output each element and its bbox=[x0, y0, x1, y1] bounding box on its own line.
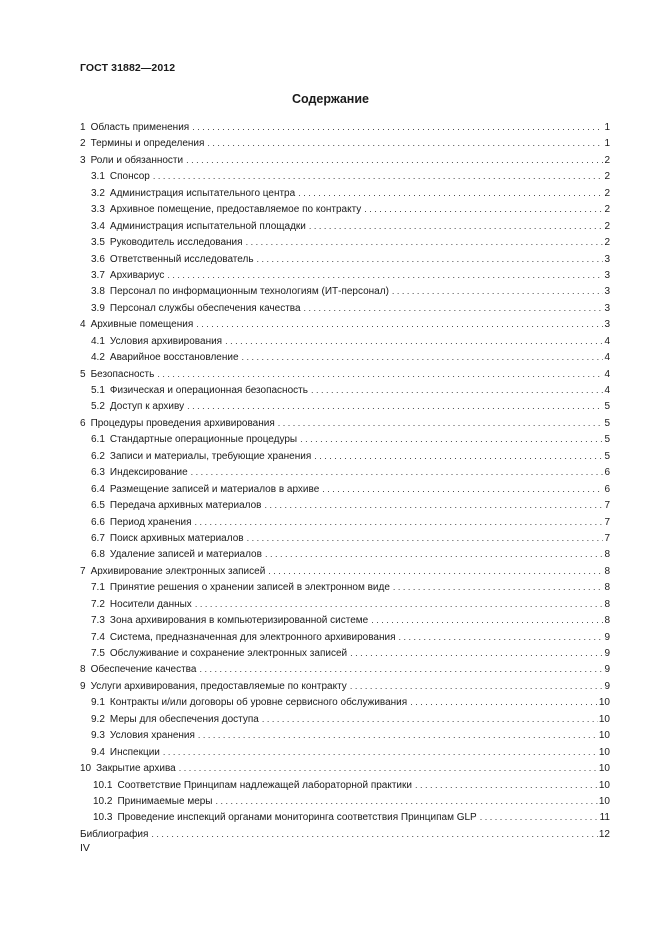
toc-entry-number: 3.4 bbox=[91, 220, 105, 232]
toc-entry-page: 5 bbox=[604, 417, 610, 429]
toc-entry-page: 4 bbox=[604, 368, 610, 380]
toc-entry-number: 9 bbox=[80, 680, 86, 692]
toc-entry[interactable] bbox=[80, 218, 610, 234]
dot-leader bbox=[415, 777, 598, 793]
toc-entry-number: 6.5 bbox=[91, 500, 105, 512]
toc-entry-title: Поиск архивных материалов bbox=[109, 532, 244, 544]
toc-entry[interactable] bbox=[80, 349, 610, 365]
toc-entry-title: Условия архивирования bbox=[109, 335, 223, 347]
toc-entry[interactable] bbox=[80, 612, 610, 628]
toc-entry-number: 6.7 bbox=[91, 532, 105, 544]
toc-entry-number: 3.8 bbox=[91, 286, 105, 298]
toc-entry-number: 9.1 bbox=[91, 697, 105, 709]
toc-entry-page: 1 bbox=[604, 138, 610, 150]
toc-entry-page: 8 bbox=[604, 549, 610, 561]
toc-entry-page: 3 bbox=[604, 302, 610, 314]
toc-entry-page: 9 bbox=[604, 664, 610, 676]
toc-entry[interactable] bbox=[80, 744, 610, 760]
dot-leader bbox=[247, 530, 604, 546]
dot-leader bbox=[262, 711, 598, 727]
toc-entry-number: 6.2 bbox=[91, 450, 105, 462]
toc-entry-number: 3.2 bbox=[91, 187, 105, 199]
toc-entry-title: Архивариус bbox=[109, 269, 165, 281]
dot-leader bbox=[350, 645, 603, 661]
toc-entry-page: 8 bbox=[604, 598, 610, 610]
toc-entry[interactable] bbox=[80, 826, 610, 842]
toc-entry-title: Термины и определения bbox=[90, 138, 205, 150]
dot-leader bbox=[350, 678, 604, 694]
toc-entry-title: Руководитель исследования bbox=[109, 237, 243, 249]
toc-entry-number: 3.3 bbox=[91, 204, 105, 216]
toc-entry[interactable] bbox=[80, 661, 610, 677]
toc-entry-title: Обслуживание и сохранение электронных записей bbox=[109, 648, 348, 659]
toc-entry[interactable] bbox=[80, 678, 610, 694]
toc-entry-page: 7 bbox=[604, 532, 610, 544]
toc-entry[interactable] bbox=[80, 251, 610, 267]
toc-entry[interactable] bbox=[80, 514, 610, 530]
toc-entry-title: Процедуры проведения архивирования bbox=[90, 417, 275, 429]
toc-entry-title: Передача архивных материалов bbox=[109, 500, 262, 512]
toc-entry-title: Администрация испытательной площадки bbox=[109, 220, 306, 232]
toc-entry-title: Удаление записей и материалов bbox=[109, 549, 262, 561]
table-of-contents bbox=[80, 119, 610, 842]
toc-entry-page: 10 bbox=[598, 730, 610, 742]
toc-entry-number: 7.1 bbox=[91, 582, 105, 594]
dot-leader bbox=[399, 629, 604, 645]
dot-leader bbox=[207, 135, 603, 151]
toc-entry[interactable] bbox=[80, 596, 610, 612]
dot-leader bbox=[196, 316, 603, 332]
toc-entry-page: 10 bbox=[598, 713, 610, 725]
toc-entry-page: 10 bbox=[598, 795, 610, 807]
toc-entry-title: Спонсор bbox=[109, 171, 150, 183]
toc-entry[interactable] bbox=[80, 267, 610, 283]
dot-leader bbox=[187, 398, 603, 414]
toc-entry-title: Инспекции bbox=[109, 746, 160, 758]
toc-entry-number: 5.1 bbox=[91, 385, 105, 396]
toc-entry-page: 1 bbox=[604, 122, 610, 133]
dot-leader bbox=[246, 234, 604, 250]
toc-entry-title: Принимаемые меры bbox=[117, 795, 213, 807]
toc-entry-page: 4 bbox=[604, 335, 610, 347]
toc-entry-page: 10 bbox=[598, 779, 610, 791]
page-title: Содержание bbox=[291, 92, 369, 106]
toc-entry-title: Библиография bbox=[80, 828, 149, 840]
dot-leader bbox=[216, 793, 598, 809]
toc-entry-page: 8 bbox=[604, 582, 610, 594]
toc-entry-number: 4.2 bbox=[91, 352, 105, 364]
dot-leader bbox=[364, 201, 603, 217]
toc-entry-page: 12 bbox=[598, 828, 610, 840]
toc-entry[interactable] bbox=[80, 793, 610, 809]
toc-entry-number: 10 bbox=[80, 763, 92, 775]
dot-leader bbox=[198, 727, 598, 743]
toc-entry-title: Персонал по информационным технологиям (ИТ-персонал) bbox=[109, 286, 389, 298]
toc-entry-page: 10 bbox=[598, 763, 610, 775]
toc-entry[interactable] bbox=[80, 382, 610, 398]
toc-entry-title: Услуги архивирования, предоставляемые по контракту bbox=[90, 680, 347, 692]
toc-entry-page: 3 bbox=[604, 253, 610, 265]
toc-entry-title: Архивные помещения bbox=[90, 319, 194, 331]
dot-leader bbox=[151, 826, 597, 842]
toc-entry[interactable] bbox=[80, 152, 610, 168]
toc-entry-page: 6 bbox=[604, 483, 610, 495]
dot-leader bbox=[300, 431, 603, 447]
toc-entry-page: 5 bbox=[604, 401, 610, 413]
toc-entry-number: 7.3 bbox=[91, 615, 105, 627]
toc-entry-title: Принятие решения о хранении записей в электронном виде bbox=[109, 582, 390, 594]
toc-entry-number: 6.1 bbox=[91, 434, 105, 446]
toc-entry-title: Доступ к архиву bbox=[109, 401, 185, 413]
toc-entry-title: Записи и материалы, требующие хранения bbox=[109, 450, 312, 462]
toc-entry-number: 3 bbox=[80, 154, 86, 166]
toc-entry[interactable] bbox=[80, 497, 610, 513]
dot-leader bbox=[157, 366, 603, 382]
dot-leader bbox=[242, 349, 604, 365]
toc-entry-page: 4 bbox=[604, 385, 610, 396]
toc-entry-number: 4.1 bbox=[91, 335, 105, 347]
toc-entry-number: 5 bbox=[80, 368, 86, 380]
toc-entry-number: 6.3 bbox=[91, 467, 105, 479]
toc-entry-title: Система, предназначенная для электронного архивирования bbox=[109, 631, 396, 643]
toc-entry-number: 8 bbox=[80, 664, 86, 676]
dot-leader bbox=[314, 448, 603, 464]
dot-leader bbox=[278, 415, 604, 431]
toc-entry[interactable] bbox=[80, 300, 610, 316]
toc-entry-page: 3 bbox=[604, 269, 610, 281]
toc-entry-title: Проведение инспекций органами мониторинга соответствия Принципам GLP bbox=[117, 812, 477, 824]
toc-entry-title: Обеспечение качества bbox=[90, 664, 197, 676]
toc-entry-title: Персонал службы обеспечения качества bbox=[109, 302, 301, 314]
toc-entry-number: 10.1 bbox=[93, 779, 113, 791]
toc-entry-number: 1 bbox=[80, 122, 86, 133]
toc-entry-title: Период хранения bbox=[109, 516, 192, 528]
toc-entry[interactable] bbox=[80, 777, 610, 793]
toc-entry-title: Администрация испытательного центра bbox=[109, 187, 296, 199]
toc-entry[interactable] bbox=[80, 316, 610, 332]
toc-entry-page: 5 bbox=[604, 450, 610, 462]
toc-entry[interactable] bbox=[80, 366, 610, 382]
toc-entry[interactable] bbox=[80, 727, 610, 743]
dot-leader bbox=[195, 596, 604, 612]
toc-entry[interactable] bbox=[80, 333, 610, 349]
toc-entry-number: 9.2 bbox=[91, 713, 105, 725]
dot-leader bbox=[199, 661, 603, 677]
toc-entry[interactable] bbox=[80, 283, 610, 299]
dot-leader bbox=[264, 497, 603, 513]
dot-leader bbox=[410, 694, 598, 710]
toc-entry[interactable] bbox=[80, 464, 610, 480]
toc-entry-number: 3.1 bbox=[91, 171, 105, 183]
toc-entry[interactable] bbox=[80, 481, 610, 497]
dot-leader bbox=[393, 579, 604, 595]
toc-entry-page: 9 bbox=[604, 680, 610, 692]
toc-entry[interactable] bbox=[80, 135, 610, 151]
toc-entry-page: 3 bbox=[604, 286, 610, 298]
toc-entry[interactable] bbox=[80, 415, 610, 431]
toc-entry-number: 3.6 bbox=[91, 253, 105, 265]
toc-entry-page: 6 bbox=[604, 467, 610, 479]
toc-entry-title: Индексирование bbox=[109, 467, 188, 479]
toc-entry-page: 4 bbox=[604, 352, 610, 364]
toc-entry-page: 2 bbox=[604, 237, 610, 249]
toc-entry[interactable] bbox=[80, 168, 610, 184]
toc-entry-page: 9 bbox=[604, 631, 610, 643]
toc-entry-number: 3.9 bbox=[91, 302, 105, 314]
toc-entry-number: 4 bbox=[80, 319, 86, 331]
toc-entry-page: 10 bbox=[598, 746, 610, 758]
toc-entry-title: Ответственный исследователь bbox=[109, 253, 254, 265]
toc-entry-page: 3 bbox=[604, 319, 610, 331]
dot-leader bbox=[392, 283, 604, 299]
dot-leader bbox=[179, 760, 598, 776]
toc-entry-number: 9.4 bbox=[91, 746, 105, 758]
toc-entry-title: Зона архивирования в компьютеризированной системе bbox=[109, 615, 369, 627]
toc-entry-title: Условия хранения bbox=[109, 730, 195, 742]
toc-entry[interactable] bbox=[80, 185, 610, 201]
toc-entry-title: Стандартные операционные процедуры bbox=[109, 434, 298, 446]
document-code-header: ГОСТ 31882—2012 bbox=[80, 62, 176, 74]
toc-entry[interactable] bbox=[80, 119, 610, 135]
dot-leader bbox=[268, 563, 603, 579]
toc-entry[interactable] bbox=[80, 563, 610, 579]
toc-entry-title: Область применения bbox=[90, 122, 190, 133]
dot-leader bbox=[480, 809, 599, 825]
toc-entry-page: 8 bbox=[604, 565, 610, 577]
dot-leader bbox=[195, 514, 604, 530]
toc-entry[interactable] bbox=[80, 448, 610, 464]
toc-entry-page: 11 bbox=[599, 812, 610, 824]
toc-entry-title: Меры для обеспечения доступа bbox=[109, 713, 259, 725]
dot-leader bbox=[304, 300, 604, 316]
toc-entry-number: 3.5 bbox=[91, 237, 105, 249]
toc-entry[interactable] bbox=[80, 546, 610, 562]
toc-entry-page: 7 bbox=[604, 516, 610, 528]
dot-leader bbox=[192, 119, 603, 135]
toc-entry-page: 10 bbox=[598, 697, 610, 709]
toc-entry-page: 2 bbox=[604, 171, 610, 183]
toc-entry-title: Физическая и операционная безопасность bbox=[109, 385, 308, 396]
toc-entry-number: 10.3 bbox=[93, 812, 113, 824]
toc-entry-title: Размещение записей и материалов в архиве bbox=[109, 483, 320, 495]
toc-entry[interactable] bbox=[80, 711, 610, 727]
toc-entry-number: 10.2 bbox=[93, 795, 113, 807]
toc-entry-page: 2 bbox=[604, 204, 610, 216]
toc-entry-page: 7 bbox=[604, 500, 610, 512]
toc-entry[interactable] bbox=[80, 398, 610, 414]
dot-leader bbox=[311, 382, 604, 398]
toc-entry-title: Контракты и/или договоры об уровне сервисного обслуживания bbox=[109, 697, 408, 709]
dot-leader bbox=[163, 744, 598, 760]
toc-entry-number: 6.6 bbox=[91, 516, 105, 528]
toc-entry-title: Архивное помещение, предоставляемое по контракту bbox=[109, 204, 362, 216]
dot-leader bbox=[191, 464, 604, 480]
dot-leader bbox=[167, 267, 603, 283]
toc-entry[interactable] bbox=[80, 809, 610, 825]
toc-entry-page: 5 bbox=[604, 434, 610, 446]
toc-entry-number: 6.8 bbox=[91, 549, 105, 561]
toc-entry[interactable] bbox=[80, 694, 610, 710]
toc-entry-title: Архивирование электронных записей bbox=[90, 565, 266, 577]
toc-entry-number: 7.5 bbox=[91, 648, 105, 659]
dot-leader bbox=[265, 546, 604, 562]
dot-leader bbox=[309, 218, 604, 234]
toc-entry-number: 7.4 bbox=[91, 631, 105, 643]
toc-entry-title: Соответствие Принципам надлежащей лабораторной практики bbox=[117, 779, 412, 791]
toc-entry-page: 2 bbox=[604, 154, 610, 166]
toc-entry-page: 2 bbox=[604, 220, 610, 232]
dot-leader bbox=[322, 481, 603, 497]
toc-entry-number: 3.7 bbox=[91, 269, 105, 281]
toc-entry-title: Носители данных bbox=[109, 598, 192, 610]
dot-leader bbox=[371, 612, 603, 628]
toc-entry-number: 7 bbox=[80, 565, 86, 577]
dot-leader bbox=[186, 152, 603, 168]
dot-leader bbox=[298, 185, 603, 201]
toc-entry[interactable] bbox=[80, 234, 610, 250]
toc-entry-number: 7.2 bbox=[91, 598, 105, 610]
toc-entry-title: Аварийное восстановление bbox=[109, 352, 239, 364]
toc-entry[interactable] bbox=[80, 760, 610, 776]
toc-entry-title: Роли и обязанности bbox=[90, 154, 184, 166]
toc-entry[interactable] bbox=[80, 579, 610, 595]
toc-entry[interactable] bbox=[80, 431, 610, 447]
toc-entry[interactable] bbox=[80, 629, 610, 645]
toc-entry[interactable] bbox=[80, 645, 610, 661]
toc-entry-number: 2 bbox=[80, 138, 86, 150]
dot-leader bbox=[153, 168, 604, 184]
dot-leader bbox=[225, 333, 603, 349]
toc-entry-number: 6 bbox=[80, 417, 86, 429]
toc-entry-number: 6.4 bbox=[91, 483, 105, 495]
toc-entry-title: Безопасность bbox=[90, 368, 155, 380]
toc-entry-page: 2 bbox=[604, 187, 610, 199]
dot-leader bbox=[257, 251, 604, 267]
toc-entry-page: 8 bbox=[604, 615, 610, 627]
toc-entry-number: 5.2 bbox=[91, 401, 105, 413]
toc-entry[interactable] bbox=[80, 530, 610, 546]
toc-entry-number: 9.3 bbox=[91, 730, 105, 742]
toc-entry-page: 9 bbox=[604, 648, 610, 659]
toc-entry-title: Закрытие архива bbox=[96, 763, 176, 775]
toc-entry[interactable] bbox=[80, 201, 610, 217]
page-number-footer: IV bbox=[80, 842, 90, 854]
